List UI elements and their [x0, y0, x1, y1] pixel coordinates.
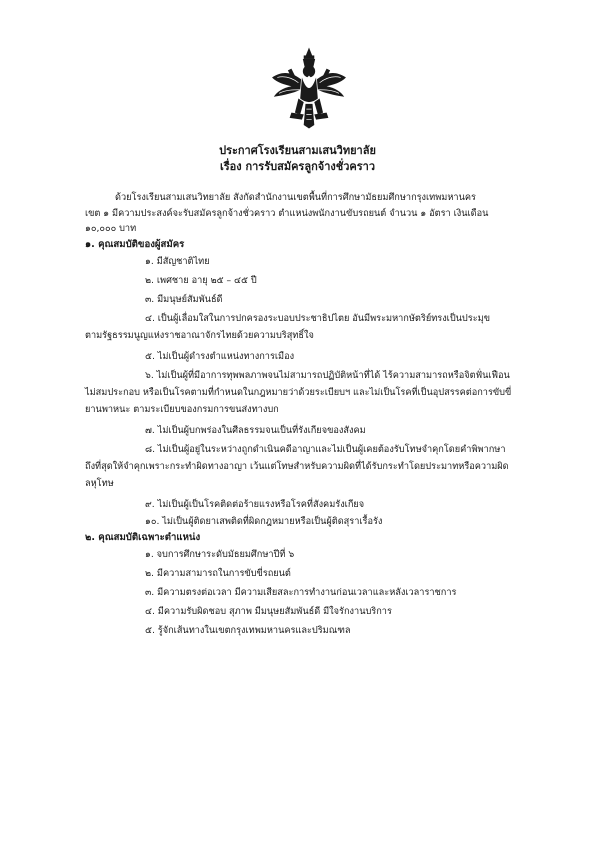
section-heading-applicant-qualifications: ๑. คุณสมบัติของผู้สมัคร: [85, 239, 185, 250]
item-line: ตามรัฐธรรมนูญแห่งราชอาณาจักรไทยด้วยความบริสุทธิ์ใจ: [85, 330, 314, 341]
position-requirement-item: [85, 622, 540, 639]
item-line: ๓. มีมนุษย์สัมพันธ์ดี: [145, 294, 223, 305]
item-line: ๑. มีสัญชาติไทย: [145, 256, 210, 267]
section-heading-position-qualifications: ๒. คุณสมบัติเฉพาะตำแหน่ง: [85, 532, 201, 543]
garuda-emblem-icon: [265, 44, 353, 132]
item-line: ๔. เป็นผู้เลื่อมใสในการปกครองระบอบประชาธิปไตย อันมีพระมหากษัตริย์ทรงเป็นประมุข: [145, 313, 490, 324]
item-line: ถึงที่สุดให้จำคุกเพราะกระทำผิดทางอาญา เว้นแต่โทษสำหรับความผิดที่ได้รับกระทำโดยประมาทหรือความผิด: [85, 461, 509, 472]
qualification-item: [85, 422, 540, 439]
qualification-item: [85, 272, 540, 289]
qualification-item: [85, 310, 540, 344]
qualification-item: [85, 348, 540, 365]
qualification-item: [85, 291, 540, 308]
item-line: ๕. รู้จักเส้นทางในเขตกรุงเทพมหานครและปริมณฑล: [145, 625, 351, 636]
announcement-title: ประกาศโรงเรียนสามเสนวิทยาลัย: [219, 144, 376, 157]
item-line: ๖. ไม่เป็นผู้ที่มีอาการทุพพลภาพจนไม่สามารถปฏิบัติหน้าที่ได้ ไร้ความสามารถหรือจิตฟั่นเฟือน: [145, 370, 510, 381]
item-line: ๙. ไม่เป็นผู้เป็นโรคติดต่อร้ายแรงหรือโรคที่สังคมรังเกียจ: [145, 499, 365, 510]
item-line: ๔. มีความรับผิดชอบ สุภาพ มีมนุษยสัมพันธ์ดี มีใจรักงานบริการ: [145, 606, 392, 617]
qualification-item: [85, 253, 540, 270]
qualification-item: [85, 513, 540, 530]
intro-line: ๑๐,๐๐๐ บาท: [85, 223, 137, 234]
item-line: ๒. เพศชาย อายุ ๒๕ – ๔๕ ปี: [145, 275, 257, 286]
item-line: ยานพาหนะ ตามระเบียบของกรมการขนส่งทางบก: [85, 404, 279, 415]
item-line: ลหุโทษ: [85, 478, 114, 489]
item-line: ๓. มีความตรงต่อเวลา มีความเสียสละการทำงานก่อนเวลาและหลังเวลาราชการ: [145, 587, 457, 598]
intro-line: ด้วยโรงเรียนสามเสนวิทยาลัย สังกัดสำนักงานเขตพื้นที่การศึกษามัธยมศึกษากรุงเทพมหานคร: [115, 192, 476, 203]
qualification-item: [85, 441, 540, 492]
item-line: ๑. จบการศึกษาระดับมัธยมศึกษาปีที่ ๖: [145, 549, 295, 560]
intro-line: เขต ๑ มีความประสงค์จะรับสมัครลูกจ้างชั่วคราว ตำแหน่งพนักงานขับรถยนต์ จำนวน ๑ อัตรา เงินเดือน: [85, 207, 489, 219]
position-requirement-item: [85, 584, 540, 601]
item-line: ๕. ไม่เป็นผู้ดำรงตำแหน่งทางการเมือง: [145, 351, 295, 362]
position-requirement-item: [85, 565, 540, 582]
position-requirement-item: [85, 603, 540, 620]
item-line: ๘. ไม่เป็นผู้อยู่ในระหว่างถูกดำเนินคดีอาญาและไม่เป็นผู้เคยต้องรับโทษจำคุกโดยคำพิพากษา: [145, 444, 506, 455]
qualification-item: [85, 496, 540, 513]
qualification-item: [85, 367, 540, 418]
item-line: ๒. มีความสามารถในการขับขี่รถยนต์: [145, 568, 291, 579]
item-line: ๗. ไม่เป็นผู้บกพร่องในศีลธรรมจนเป็นที่รังเกียจของสังคม: [145, 425, 366, 436]
position-requirement-item: [85, 546, 540, 563]
intro-paragraph: [85, 190, 540, 237]
item-line: ๑๐. ไม่เป็นผู้ติดยาเสพติดที่ผิดกฎหมายหรือเป็นผู้ติดสุราเรื้อรัง: [145, 516, 383, 527]
announcement-subject: เรื่อง การรับสมัครลูกจ้างชั่วคราว: [220, 160, 375, 173]
item-line: ไม่สมประกอบ หรือเป็นโรคตามที่กำหนดในกฎหมายว่าด้วยระเบียบฯ และไม่เป็นโรคที่เป็นอุปสรรคต่อการขับขี่: [85, 387, 512, 398]
